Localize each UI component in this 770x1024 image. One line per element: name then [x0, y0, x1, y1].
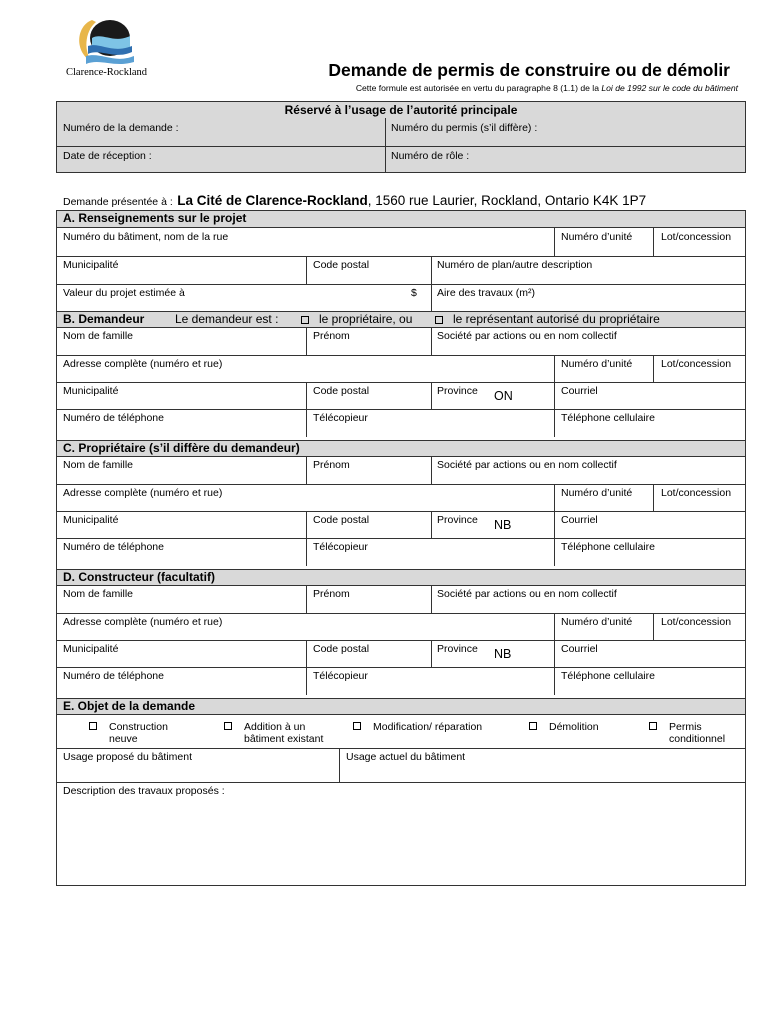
- postal-code-field-a[interactable]: Code postal: [313, 259, 370, 271]
- option-conditional-permit[interactable]: [649, 721, 725, 745]
- presented-to: [63, 192, 646, 210]
- work-area-field[interactable]: Aire des travaux (m²): [437, 287, 536, 299]
- postal-code-field-d[interactable]: Code postal: [313, 643, 370, 655]
- construction-label-1: Construction: [109, 721, 168, 733]
- roll-number-field[interactable]: Numéro de rôle :: [391, 150, 470, 162]
- building-street-field[interactable]: Numéro du bâtiment, nom de la rue: [63, 231, 229, 243]
- company-field-c[interactable]: Société par actions ou en nom collectif: [437, 459, 617, 471]
- section-c-header: C. Propriétaire (s’il diffère du demandeur): [57, 440, 745, 457]
- section-d-header: D. Constructeur (facultatif): [57, 569, 745, 586]
- last-name-field-d[interactable]: Nom de famille: [63, 588, 134, 600]
- applicant-is-label: Le demandeur est :: [175, 312, 279, 326]
- fax-field-c[interactable]: Télécopieur: [313, 541, 368, 553]
- phone-field-c[interactable]: Numéro de téléphone: [63, 541, 164, 553]
- province-value-d: NB: [494, 647, 512, 661]
- province-field-d[interactable]: Province: [437, 643, 478, 655]
- addition-label-2: bâtiment existant: [244, 733, 324, 745]
- plan-number-field[interactable]: Numéro de plan/autre description: [437, 259, 593, 271]
- address-field-d[interactable]: Adresse complète (numéro et rue): [63, 616, 223, 628]
- main-form: [56, 210, 746, 886]
- first-name-field-d[interactable]: Prénom: [313, 588, 350, 600]
- construction-checkbox[interactable]: [89, 722, 97, 730]
- cell-field-d[interactable]: Téléphone cellulaire: [561, 670, 655, 682]
- cell-field-b[interactable]: Téléphone cellulaire: [561, 412, 655, 424]
- addition-label-1: Addition à un: [244, 721, 306, 733]
- subtitle-text: Cette formule est autorisée en vertu du paragraphe 8 (1.1) de la: [355, 83, 602, 93]
- unit-number-field-d[interactable]: Numéro d’unité: [561, 616, 633, 628]
- municipality-name: La Cité de Clarence-Rockland: [177, 193, 368, 208]
- demolition-label: Démolition: [549, 721, 599, 733]
- option-construction[interactable]: [89, 721, 168, 745]
- dollar-sign: $: [411, 287, 417, 299]
- first-name-field-b[interactable]: Prénom: [313, 330, 350, 342]
- first-name-field-c[interactable]: Prénom: [313, 459, 350, 471]
- proposed-use-field[interactable]: Usage proposé du bâtiment: [63, 751, 192, 763]
- logo: [62, 16, 148, 82]
- conditional-permit-checkbox[interactable]: [649, 722, 657, 730]
- rep-option-label: le représentant autorisé du propriétaire: [453, 312, 660, 326]
- rep-checkbox[interactable]: [435, 316, 443, 324]
- email-field-d[interactable]: Courriel: [561, 643, 598, 655]
- permit-number-field[interactable]: Numéro du permis (s’il diffère) :: [391, 122, 538, 134]
- lot-field-c[interactable]: Lot/concession: [661, 487, 732, 499]
- page-title: Demande de permis de construire ou de démolir: [328, 60, 730, 80]
- option-demolition[interactable]: [529, 721, 599, 733]
- section-b-title: B. Demandeur: [63, 312, 145, 326]
- reserved-heading: Réservé à l’usage de l’autorité principale: [57, 102, 745, 119]
- reserved-box: [56, 101, 746, 173]
- project-value-field[interactable]: Valeur du projet estimée à: [63, 287, 185, 299]
- lot-field-b[interactable]: Lot/concession: [661, 358, 732, 370]
- logo-emblem-icon: [62, 16, 142, 68]
- fax-field-b[interactable]: Télécopieur: [313, 412, 368, 424]
- fax-field-d[interactable]: Télécopieur: [313, 670, 368, 682]
- request-number-field[interactable]: Numéro de la demande :: [63, 122, 179, 134]
- demolition-checkbox[interactable]: [529, 722, 537, 730]
- email-field-b[interactable]: Courriel: [561, 385, 598, 397]
- last-name-field-b[interactable]: Nom de famille: [63, 330, 134, 342]
- company-field-b[interactable]: Société par actions ou en nom collectif: [437, 330, 617, 342]
- conditional-permit-label-2: conditionnel: [669, 733, 726, 745]
- owner-checkbox[interactable]: [301, 316, 309, 324]
- description-field[interactable]: Description des travaux proposés :: [63, 785, 225, 797]
- presented-label: Demande présentée à :: [63, 196, 173, 208]
- owner-option-label: le propriétaire, ou: [319, 312, 413, 326]
- phone-field-b[interactable]: Numéro de téléphone: [63, 412, 164, 424]
- municipality-address: , 1560 rue Laurier, Rockland, Ontario K4K 1P7: [367, 193, 647, 208]
- addition-checkbox[interactable]: [224, 722, 232, 730]
- current-use-field[interactable]: Usage actuel du bâtiment: [346, 751, 466, 763]
- unit-number-field-a[interactable]: Numéro d’unité: [561, 231, 633, 243]
- reception-date-field[interactable]: Date de réception :: [63, 150, 152, 162]
- unit-number-field-b[interactable]: Numéro d’unité: [561, 358, 633, 370]
- province-field-b[interactable]: Province: [437, 385, 478, 397]
- subtitle-law: Loi de 1992 sur le code du bâtiment: [601, 83, 738, 93]
- postal-code-field-c[interactable]: Code postal: [313, 514, 370, 526]
- unit-number-field-c[interactable]: Numéro d’unité: [561, 487, 633, 499]
- municipality-field-b[interactable]: Municipalité: [63, 385, 119, 397]
- section-e-header: E. Objet de la demande: [57, 698, 745, 715]
- company-field-d[interactable]: Société par actions ou en nom collectif: [437, 588, 617, 600]
- lot-field-d[interactable]: Lot/concession: [661, 616, 732, 628]
- cell-field-c[interactable]: Téléphone cellulaire: [561, 541, 655, 553]
- modification-checkbox[interactable]: [353, 722, 361, 730]
- logo-text: Clarence-Rockland: [66, 67, 148, 78]
- page-subtitle: [356, 83, 738, 93]
- municipality-field-c[interactable]: Municipalité: [63, 514, 119, 526]
- municipality-field-a[interactable]: Municipalité: [63, 259, 119, 271]
- postal-code-field-b[interactable]: Code postal: [313, 385, 370, 397]
- municipality-field-d[interactable]: Municipalité: [63, 643, 119, 655]
- province-value-c: NB: [494, 518, 512, 532]
- email-field-c[interactable]: Courriel: [561, 514, 598, 526]
- modification-label: Modification/ réparation: [373, 721, 483, 733]
- province-value-b: ON: [494, 389, 513, 403]
- phone-field-d[interactable]: Numéro de téléphone: [63, 670, 164, 682]
- address-field-c[interactable]: Adresse complète (numéro et rue): [63, 487, 223, 499]
- option-addition[interactable]: [224, 721, 323, 745]
- construction-label-2: neuve: [109, 733, 138, 745]
- conditional-permit-label-1: Permis: [669, 721, 702, 733]
- section-a-header: A. Renseignements sur le projet: [57, 211, 745, 228]
- owner-option[interactable]: [301, 312, 412, 327]
- address-field-b[interactable]: Adresse complète (numéro et rue): [63, 358, 223, 370]
- last-name-field-c[interactable]: Nom de famille: [63, 459, 134, 471]
- lot-field-a[interactable]: Lot/concession: [661, 231, 732, 243]
- option-modification[interactable]: [353, 721, 482, 733]
- province-field-c[interactable]: Province: [437, 514, 478, 526]
- section-b-header: [57, 311, 745, 328]
- rep-option[interactable]: [435, 312, 660, 327]
